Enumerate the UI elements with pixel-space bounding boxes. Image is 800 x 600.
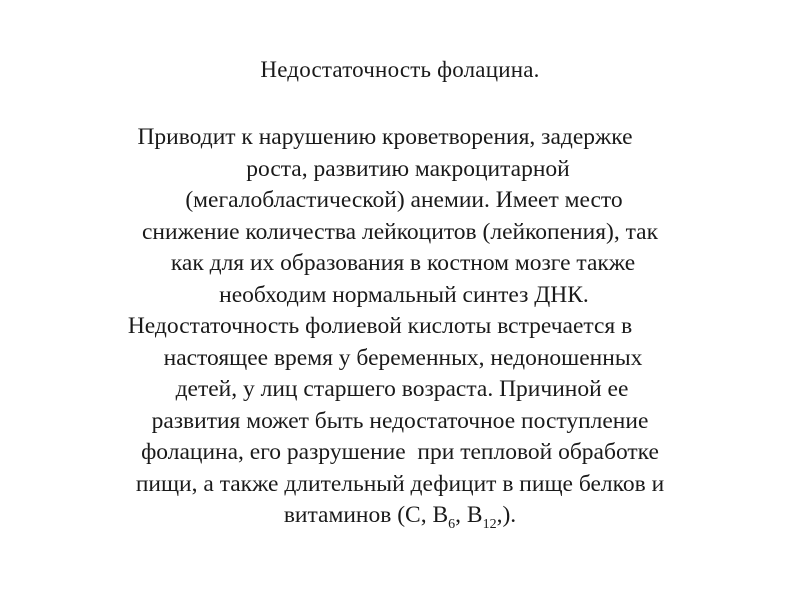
subscript: 12	[482, 517, 497, 532]
slide-body-text	[40, 122, 760, 532]
text-line: необходим нормальный синтез ДНК.	[219, 281, 589, 308]
slide-title: Недостаточность фолацина.	[260, 57, 540, 82]
text-line: пищи, а также длительный дефицит в пище белков и	[135, 470, 665, 497]
text-line: настоящее время у беременных, недоношенных	[163, 344, 643, 371]
text-line: Недостаточность фолиевой кислоты встречается в	[127, 313, 633, 339]
text-line: роста, развитию макроцитарной	[246, 155, 570, 182]
text-fragment: витаминов (С, В	[283, 502, 449, 528]
text-line: детей, у лиц старшего возраста. Причиной ее	[175, 376, 629, 402]
text-line: фолацина, его разрушение при тепловой обработке	[141, 439, 659, 465]
text-line: снижение количества лейкоцитов (лейкопения), так	[141, 218, 658, 245]
text-line-last	[40, 500, 760, 532]
text-line: развития может быть недостаточное поступление	[151, 407, 649, 434]
subscript: 6	[448, 517, 456, 532]
text-fragment: ,).	[496, 502, 517, 528]
text-line: как для их образования в костном мозге также	[170, 250, 636, 276]
text-line: (мегалобластической) анемии. Имеет место	[185, 187, 623, 213]
text-fragment: , В	[455, 502, 483, 528]
text-line: Приводит к нарушению кроветворения, задержке	[137, 124, 633, 150]
